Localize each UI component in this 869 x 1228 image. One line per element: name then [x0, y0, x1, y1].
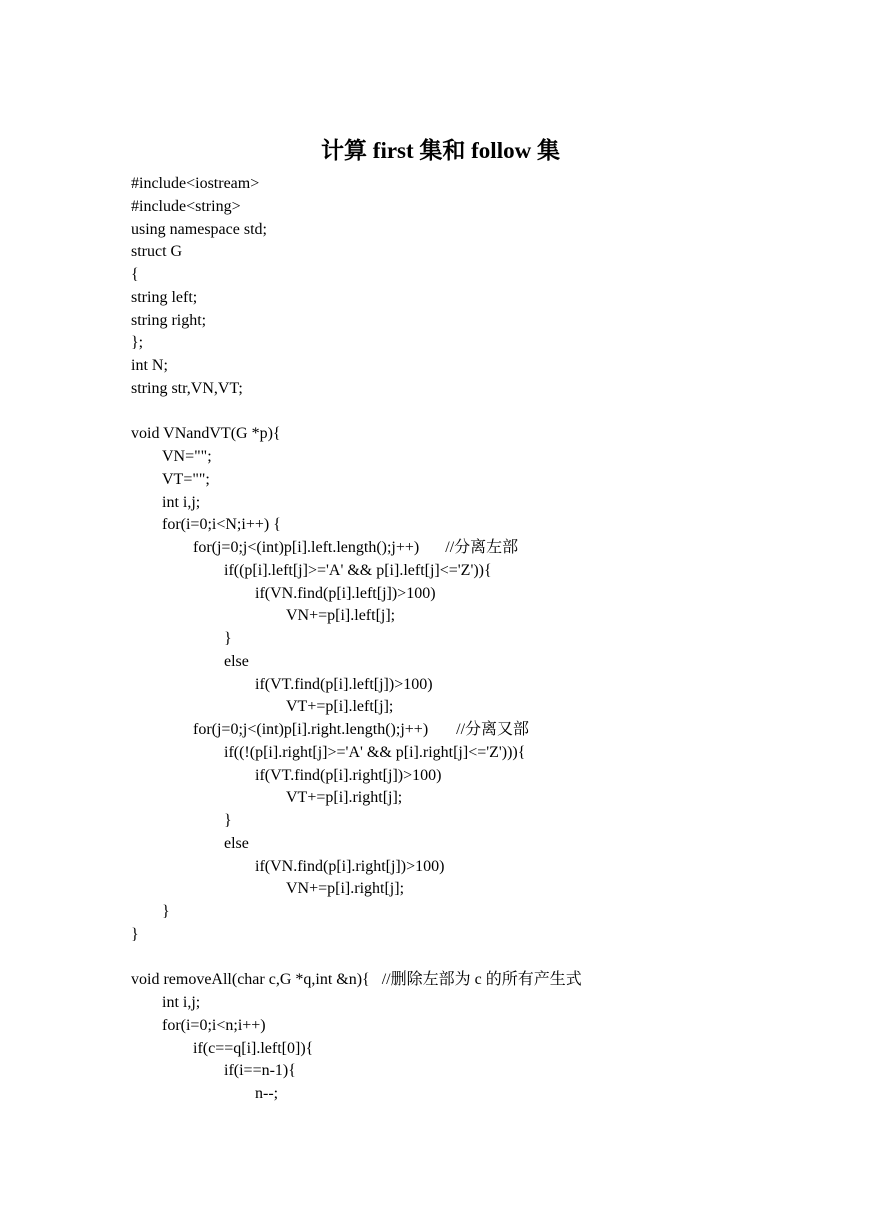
code-text: if(VN.find(p[i].right[j])>100): [255, 857, 445, 875]
code-line: [131, 674, 851, 697]
code-line: [131, 969, 851, 992]
code-text: {: [131, 266, 139, 283]
code-text: int i,j;: [162, 493, 201, 511]
code-line: [131, 492, 851, 515]
code-text: VT+=p[i].right[j];: [286, 789, 403, 807]
code-line: [131, 651, 851, 674]
code-text: string left;: [131, 288, 198, 306]
code-text: VN="";: [162, 448, 212, 465]
code-text: n--;: [255, 1085, 279, 1102]
code-line: [131, 992, 851, 1015]
code-text: #include<string>: [131, 197, 241, 215]
code-text: string right;: [131, 311, 207, 329]
code-line: [131, 1083, 851, 1106]
code-line: [131, 947, 851, 970]
code-line: [131, 173, 851, 196]
code-line: [131, 355, 851, 378]
code-line: [131, 628, 851, 651]
code-line: [131, 1060, 851, 1083]
code-text: if(i==n-1){: [224, 1062, 296, 1080]
code-text: for(i=0;i<N;i++) {: [162, 516, 281, 534]
code-line: [131, 287, 851, 310]
code-line: [131, 310, 851, 333]
code-text: for(j=0;j<(int)p[i].right.length();j++): [193, 721, 429, 738]
code-text: VN+=p[i].right[j];: [286, 880, 405, 898]
code-line: [131, 810, 851, 833]
code-line: [131, 423, 851, 446]
code-line: [131, 765, 851, 788]
code-text: string str,VN,VT;: [131, 379, 243, 397]
code-comment: //分离又部: [456, 721, 530, 738]
code-line: [131, 196, 851, 219]
code-line: [131, 332, 851, 355]
code-line: [131, 401, 851, 424]
code-text: VT+=p[i].left[j];: [286, 698, 394, 716]
code-line: [131, 1038, 851, 1061]
code-line: [131, 264, 851, 287]
code-line: [131, 378, 851, 401]
code-text: int N;: [131, 357, 168, 374]
code-text: void removeAll(char c,G *q,int &n){: [131, 971, 370, 989]
code-text: struct G: [131, 243, 183, 261]
code-line: [131, 742, 851, 765]
code-line: [131, 856, 851, 879]
code-text: for(i=0;i<n;i++): [162, 1016, 266, 1034]
code-line: [131, 924, 851, 947]
code-text: VN+=p[i].left[j];: [286, 607, 396, 625]
code-line: [131, 605, 851, 628]
code-line: [131, 787, 851, 810]
code-line: [131, 241, 851, 264]
code-line: [131, 833, 851, 856]
code-comment: //删除左部为 c 的所有产生式: [381, 971, 582, 989]
code-line: [131, 696, 851, 719]
code-line: [131, 219, 851, 242]
code-text: };: [131, 334, 144, 352]
code-text: for(j=0;j<(int)p[i].left.length();j++): [193, 539, 420, 556]
code-text: void VNandVT(G *p){: [131, 425, 281, 443]
code-text: else: [224, 652, 249, 670]
code-line: [131, 560, 851, 583]
code-line: [131, 901, 851, 924]
code-text: #include<iostream>: [131, 175, 260, 192]
code-text: }: [131, 925, 139, 943]
code-line: [131, 583, 851, 606]
code-line: [131, 537, 851, 560]
code-block: [131, 173, 851, 1106]
code-line: [131, 1015, 851, 1038]
code-text: if(VT.find(p[i].left[j])>100): [255, 675, 433, 693]
code-text: if(c==q[i].left[0]){: [193, 1039, 314, 1057]
code-text: }: [224, 812, 232, 829]
page-title: 计算 first 集和 follow 集: [321, 138, 560, 163]
code-text: using namespace std;: [131, 220, 267, 238]
code-line: [131, 878, 851, 901]
code-text: else: [224, 834, 249, 852]
code-text: VT="";: [162, 470, 210, 488]
code-line: [131, 719, 851, 742]
code-text: }: [162, 903, 170, 920]
code-line: [131, 446, 851, 469]
code-text: if((!(p[i].right[j]>='A' && p[i].right[j]<='Z'))){: [224, 743, 526, 761]
code-text: }: [224, 630, 232, 647]
code-text: if(VN.find(p[i].left[j])>100): [255, 584, 436, 602]
code-comment: //分离左部: [445, 539, 519, 556]
code-text: if((p[i].left[j]>='A' && p[i].left[j]<='Z')){: [224, 561, 492, 579]
code-line: [131, 514, 851, 537]
code-text: if(VT.find(p[i].right[j])>100): [255, 766, 442, 784]
code-line: [131, 469, 851, 492]
code-text: int i,j;: [162, 994, 201, 1011]
